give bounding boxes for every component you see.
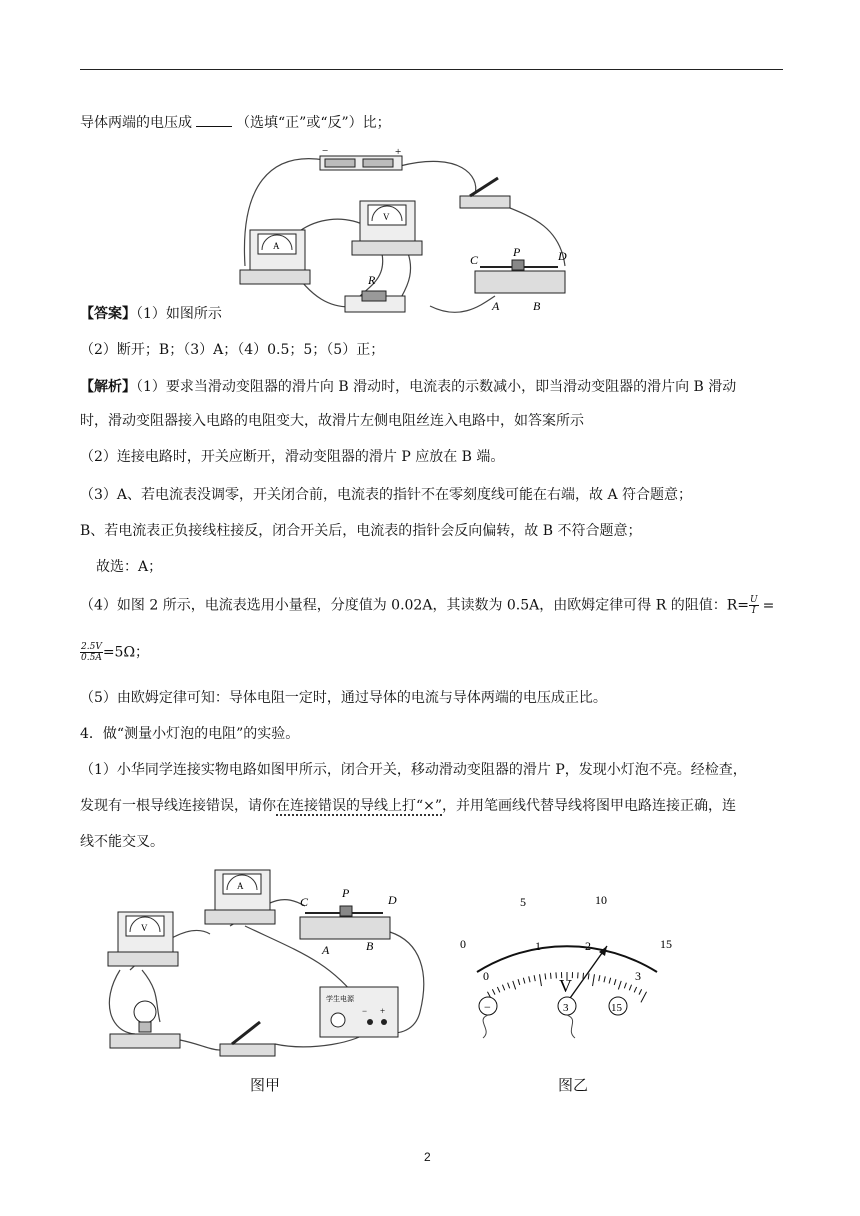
analysis-line: 【解析】（1）要求当滑动变阻器的滑片向 B 滑动时，电流表的示数减小，即当滑动变阻器的滑片向 B 滑动: [80, 379, 737, 395]
dial-tick: [583, 973, 584, 979]
svg-text:0: 0: [460, 937, 466, 951]
svg-text:−: −: [484, 1000, 491, 1014]
meter-symbol: V: [559, 976, 572, 996]
dial-tick: [614, 979, 616, 985]
dial-tick: [634, 987, 636, 992]
svg-text:B: B: [533, 299, 541, 313]
svg-text:A: A: [322, 943, 330, 957]
answer-blank: [196, 112, 232, 127]
text-line: （5）由欧姆定律可知：导体电阻一定时，通过导体的电流与导体两端的电压成正比。: [80, 690, 607, 706]
text-line: 故选：A；: [96, 559, 163, 575]
svg-text:−: −: [362, 1006, 368, 1016]
header-rule: [80, 69, 783, 70]
dial-tick: [492, 989, 495, 994]
dial-tick: [540, 974, 542, 986]
svg-text:1: 1: [535, 939, 541, 953]
text-line: 发现有一根导线连接错误，请你在连接错误的导线上打“×”，并用笔画线代替导线将图甲电路连接正确，连: [80, 798, 737, 814]
ammeter-label: A: [273, 241, 280, 251]
dial-tick: [599, 975, 600, 981]
svg-text:15: 15: [611, 1002, 622, 1014]
dial-tick: [513, 981, 516, 990]
fraction-u-over-i: $\frac{U}{I}$: [749, 595, 758, 616]
svg-text:3: 3: [563, 1002, 569, 1014]
svg-text:D: D: [558, 249, 567, 263]
svg-text:0: 0: [483, 969, 489, 983]
svg-text:5: 5: [520, 895, 526, 909]
svg-text:A: A: [492, 299, 500, 313]
dial-tick: [502, 985, 504, 991]
text-line: （3）A、若电流表没调零，开关闭合前，电流表的指针不在零刻度线可能在右端，故 A 符合题意；: [80, 487, 693, 503]
voltmeter-label: V: [141, 923, 148, 933]
svg-text:C: C: [470, 253, 479, 267]
battery-plus-label: +: [395, 146, 402, 158]
svg-text:B: B: [366, 939, 374, 953]
caption-yi: 图乙: [558, 1076, 589, 1094]
text-line: 线不能交叉。: [80, 834, 164, 850]
voltmeter-label: V: [383, 212, 390, 222]
battery-minus-label: −: [322, 145, 329, 157]
dial-tick: [618, 981, 621, 990]
dial-tick: [523, 978, 525, 984]
voltmeter: [352, 201, 422, 255]
emphasis-dotted: 在连接错误的导线上打“×”: [276, 798, 443, 814]
svg-text:2: 2: [585, 939, 591, 953]
ammeter: [240, 230, 310, 284]
switch: [220, 1022, 275, 1056]
svg-text:C: C: [300, 895, 309, 909]
resistor-label: R: [368, 273, 376, 287]
text-line: B、若电流表正负接线柱接反，闭合开关后，电流表的指针会反向偏转，故 B 不符合题意；: [80, 523, 642, 539]
text-line: $\frac{2.5V}{0.5A}$ =5Ω；: [81, 642, 150, 663]
voltmeter: [108, 912, 178, 966]
svg-text:P: P: [513, 245, 521, 259]
question-title: 4．做“测量小灯泡的电阻”的实验。: [80, 726, 300, 742]
answer-line: 【答案】（1）如图所示: [80, 306, 222, 322]
dial-tick: [604, 976, 605, 982]
dial-tick: [588, 973, 589, 979]
svg-text:10: 10: [595, 893, 607, 907]
svg-text:3: 3: [635, 969, 641, 983]
dial-tick: [593, 974, 595, 986]
ammeter-label: A: [237, 881, 244, 891]
page-number: 2: [424, 1150, 431, 1164]
text-line: （2）连接电路时，开关应断开，滑动变阻器的滑片 P 应放在 B 端。: [80, 449, 505, 465]
battery: [320, 145, 402, 170]
dial-tick: [641, 992, 647, 1003]
dial-tick: [545, 973, 546, 979]
svg-text:P: P: [342, 886, 350, 900]
voltmeter-dial-yi: [455, 890, 680, 1040]
light-bulb: [110, 1001, 180, 1048]
svg-text:15: 15: [660, 937, 672, 951]
dial-tick: [609, 978, 611, 984]
caption-jia: 图甲: [250, 1076, 281, 1094]
svg-text:+: +: [380, 1006, 386, 1016]
text-line: 时，滑动变阻器接入电路的电阻变大，故滑片左侧电阻丝连入电路中，如答案所示: [80, 413, 584, 429]
power-supply-label: 学生电源: [326, 995, 354, 1003]
switch: [460, 178, 510, 208]
circuit-figure-top: [230, 146, 590, 318]
text-line: （2）断开；B；（3）A；（4）0.5；5；（5）正；: [80, 342, 385, 358]
dial-tick: [508, 983, 510, 989]
dial-tick: [550, 973, 551, 979]
circuit-figure-jia: [100, 862, 440, 1058]
dial-tick: [497, 987, 499, 992]
svg-text:D: D: [388, 893, 397, 907]
power-supply: [320, 987, 398, 1037]
text-line: （4）如图 2 所示，电流表选用小量程，分度值为 0.02A，其读数为 0.5A，由欧姆定律可得 R 的阻值：R= $\frac{U}{I}$ =: [80, 595, 775, 616]
dial-arc: [477, 946, 657, 972]
text-line: （1）小华同学连接实物电路如图甲所示，闭合开关，移动滑动变阻器的滑片 P，发现小灯泡不亮。经检查，: [80, 762, 747, 778]
dial-tick: [639, 989, 642, 994]
rheostat: [300, 886, 397, 957]
text-line: 导体两端的电压成 （选填“正”或“反”）比；: [80, 112, 391, 133]
dial-tick: [629, 985, 631, 991]
fraction-values: $\frac{2.5V}{0.5A}$: [81, 642, 102, 663]
ammeter: [205, 870, 275, 924]
dial-tick: [534, 975, 535, 981]
resistor: [345, 273, 405, 312]
dial-tick: [518, 979, 520, 985]
dial-tick: [624, 983, 626, 989]
dial-tick: [529, 976, 530, 982]
